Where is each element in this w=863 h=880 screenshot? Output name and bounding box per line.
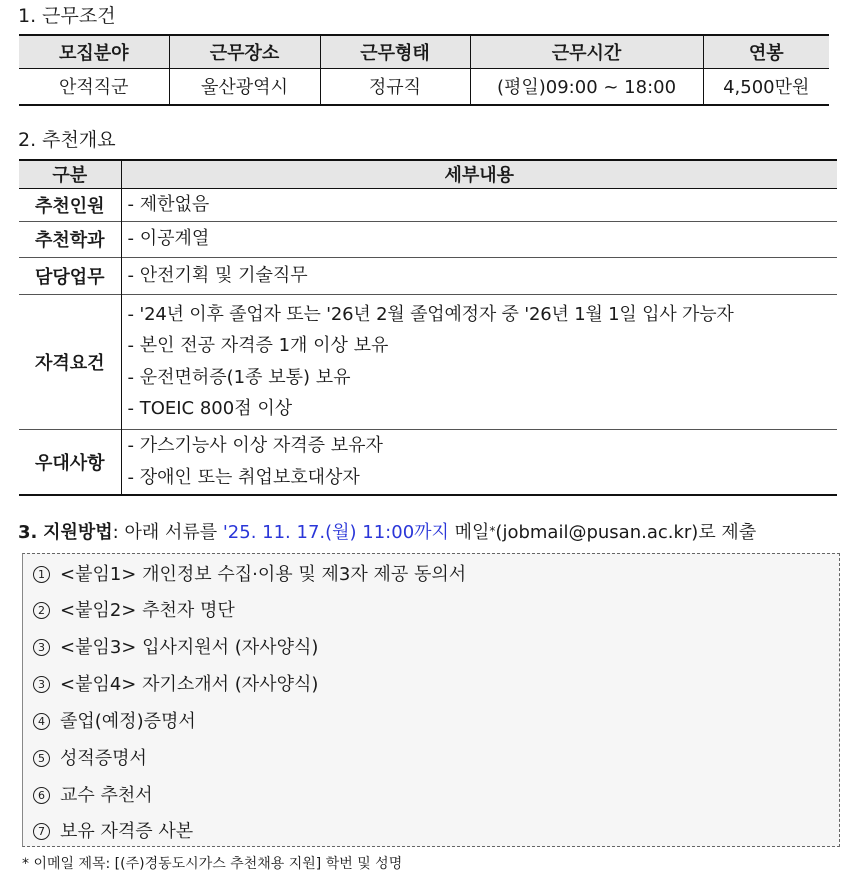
- row-label: 담당업무: [19, 257, 121, 294]
- attachment-text: 졸업(예정)증명서: [60, 711, 196, 732]
- header-cell: 근무장소: [169, 35, 320, 68]
- list-item: [33, 599, 235, 623]
- table-row: [19, 429, 837, 495]
- attachment-text: <붙임2> 추천자 명단: [60, 600, 235, 621]
- application-text: : 아래 서류를: [112, 522, 223, 543]
- header-cell: 근무형태: [320, 35, 470, 68]
- content-line: - 가스기능사 이상 자격증 보유자: [127, 435, 383, 457]
- row-content: [121, 221, 837, 257]
- circled-number: 3: [33, 639, 50, 656]
- list-item: [33, 673, 318, 697]
- list-item: [33, 710, 196, 734]
- section-1-title: 1. 근무조건: [18, 5, 116, 27]
- row-content: [121, 429, 837, 495]
- table-cell: (평일)09:00 ~ 18:00: [470, 68, 703, 105]
- attachment-text: <붙임4> 자기소개서 (자사양식): [60, 674, 319, 695]
- attachments-box: [22, 553, 840, 847]
- circled-number: 3: [33, 676, 50, 693]
- content-line: - 장애인 또는 취업보호대상자: [127, 466, 360, 488]
- circled-number: 6: [33, 787, 50, 804]
- attachment-text: 성적증명서: [60, 748, 147, 769]
- content-line: - 안전기획 및 기술직무: [127, 264, 308, 286]
- attachment-text: 보유 자격증 사본: [60, 821, 194, 842]
- content-line: - 제한없음: [127, 193, 210, 215]
- row-content: [121, 257, 837, 294]
- table-header-row: [19, 160, 837, 188]
- list-item: [33, 747, 147, 771]
- section-3-title: 지원방법: [43, 522, 113, 543]
- header-cell: 모집분야: [19, 35, 169, 68]
- recommendation-overview-table: [19, 159, 837, 496]
- list-item: [33, 784, 153, 808]
- content-line: - 이공계열: [127, 228, 210, 250]
- deadline-text: '25. 11. 17.(월) 11:00까지: [222, 522, 449, 543]
- content-line: - 운전면허증(1종 보통) 보유: [127, 366, 351, 388]
- header-cell: 세부내용: [121, 160, 837, 188]
- application-method: [18, 521, 756, 545]
- header-cell: 근무시간: [470, 35, 703, 68]
- table-row: [19, 257, 837, 294]
- work-conditions-table: [19, 34, 829, 106]
- table-header-row: [19, 35, 829, 68]
- footnote: * 이메일 제목: [(주)경동도시가스 추천채용 지원] 학번 및 성명: [22, 856, 403, 872]
- row-content: [121, 188, 837, 221]
- row-label: 자격요건: [19, 294, 121, 429]
- application-text: 메일: [448, 522, 490, 543]
- table-cell: 안적직군: [58, 77, 129, 99]
- table-row: [19, 68, 829, 105]
- table-cell: 울산광역시: [169, 68, 320, 105]
- section-2-title: 2. 추천개요: [18, 129, 116, 151]
- attachment-text: <붙임3> 입사지원서 (자사양식): [60, 637, 319, 658]
- circled-number: 2: [33, 602, 50, 619]
- row-label: 추천학과: [19, 221, 121, 257]
- asterisk-mark: *: [489, 524, 496, 538]
- table-row: [19, 294, 837, 429]
- application-text: (jobmail@pusan.ac.kr)로 제출: [495, 522, 757, 543]
- circled-number: 1: [33, 566, 50, 583]
- list-item: [33, 563, 466, 587]
- table-cell: 정규직: [320, 68, 470, 105]
- row-label: 우대사항: [19, 429, 121, 495]
- row-label: 추천인원: [19, 188, 121, 221]
- attachment-text: <붙임1> 개인정보 수집·이용 및 제3자 제공 동의서: [60, 564, 467, 585]
- list-item: [33, 636, 318, 660]
- content-line: - '24년 이후 졸업자 또는 '26년 2월 졸업예정자 중 '26년 1월 1일 입사 가능자: [127, 303, 734, 325]
- table-row: [19, 221, 837, 257]
- table-row: [19, 188, 837, 221]
- circled-number: 4: [33, 713, 50, 730]
- list-item: [33, 820, 193, 844]
- content-line: - 본인 전공 자격증 1개 이상 보유: [127, 335, 389, 356]
- section-3-number: 3.: [18, 522, 38, 543]
- content-line: - TOEIC 800점 이상: [127, 398, 293, 419]
- row-content: [121, 294, 837, 429]
- attachment-text: 교수 추천서: [60, 785, 153, 806]
- header-cell: 연봉: [703, 35, 829, 68]
- circled-number: 5: [33, 750, 50, 767]
- table-cell: 4,500만원: [703, 68, 829, 105]
- circled-number: 7: [33, 823, 50, 840]
- header-cell: 구분: [19, 160, 121, 188]
